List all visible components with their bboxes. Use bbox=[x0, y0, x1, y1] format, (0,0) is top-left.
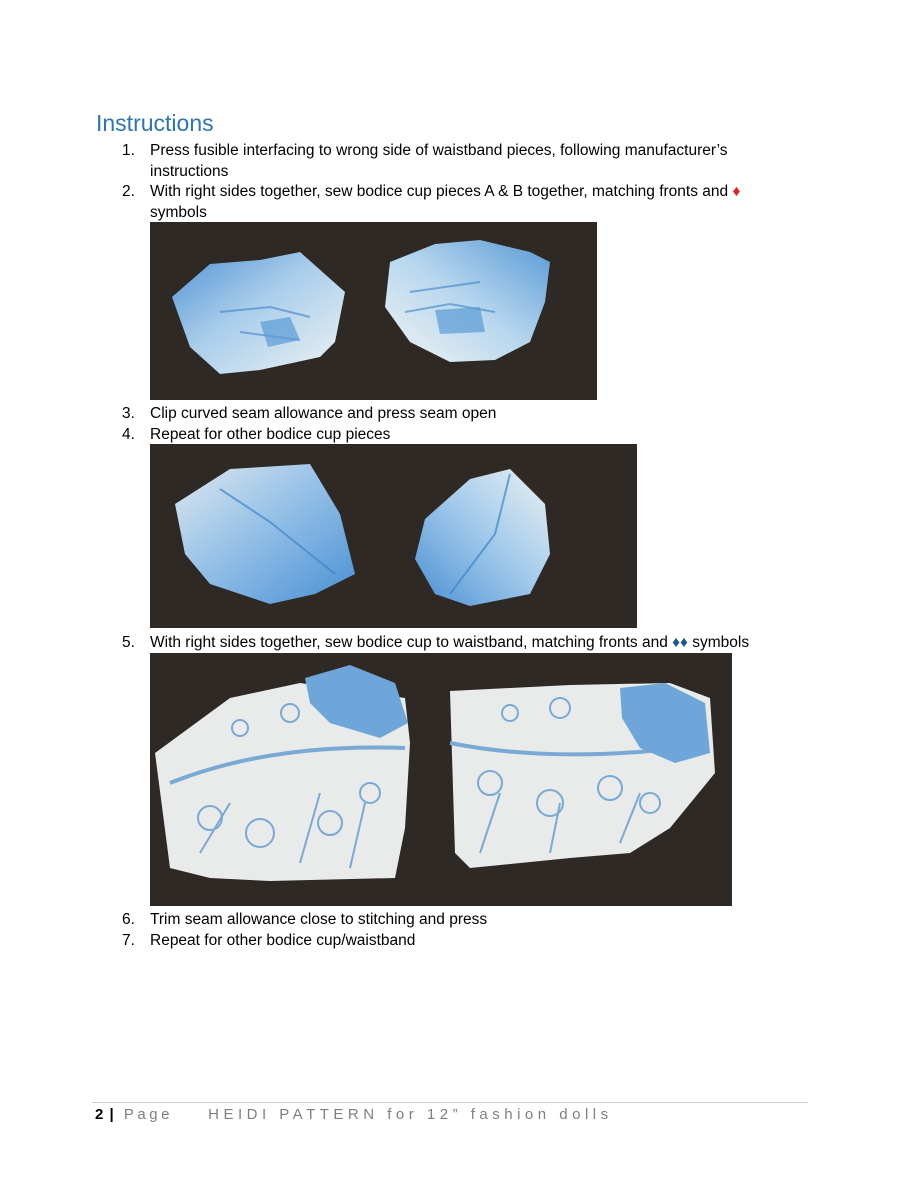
step-number: 4. bbox=[122, 426, 135, 443]
blue-diamonds-icon: ♦♦ bbox=[672, 634, 688, 651]
step-text: Repeat for other bodice cup/waistband bbox=[150, 932, 416, 949]
step-text: Repeat for other bodice cup pieces bbox=[150, 426, 391, 443]
step-number: 6. bbox=[122, 911, 135, 928]
footer-separator: | bbox=[109, 1106, 115, 1123]
step-number: 7. bbox=[122, 932, 135, 949]
step-number: 2. bbox=[122, 183, 135, 200]
page-heading: Instructions bbox=[96, 110, 214, 136]
step-text: With right sides together, sew bodice cup pieces A & B together, matching fronts and ♦ symbols bbox=[150, 183, 741, 221]
step-text: Clip curved seam allowance and press seam open bbox=[150, 405, 497, 422]
photo-cup-to-waistband bbox=[150, 653, 732, 906]
page-footer bbox=[95, 1106, 613, 1123]
footer-divider bbox=[92, 1102, 808, 1103]
photo-bodice-cups-pressed bbox=[150, 444, 637, 628]
red-diamond-icon: ♦ bbox=[732, 183, 741, 200]
page-number: 2 bbox=[95, 1106, 105, 1123]
step-text: Press fusible interfacing to wrong side of waistband pieces, following manufacturer’s instructions bbox=[150, 142, 728, 180]
step-number: 3. bbox=[122, 405, 135, 422]
step-number: 1. bbox=[122, 142, 135, 159]
step-text: Trim seam allowance close to stitching and press bbox=[150, 911, 488, 928]
photo-bodice-cups-sewn bbox=[150, 222, 597, 400]
step-text: With right sides together, sew bodice cup to waistband, matching fronts and ♦♦ symbols bbox=[150, 634, 750, 651]
page-label: Page bbox=[123, 1106, 173, 1123]
step-number: 5. bbox=[122, 634, 135, 651]
document-title: HEIDI PATTERN for 12” fashion dolls bbox=[208, 1106, 613, 1123]
